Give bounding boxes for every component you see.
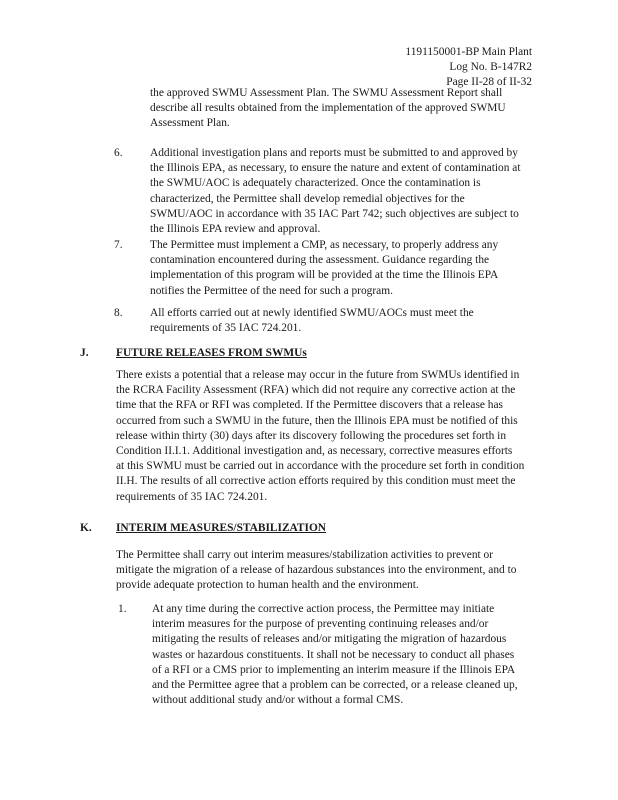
- item-number: 6.: [114, 147, 123, 159]
- text-line: the approved SWMU Assessment Plan. The SWMU Assessment Report shall: [150, 87, 503, 99]
- text-line: of a RFI or a CMS prior to implementing an interim measure if the Illinois EPA: [152, 663, 516, 676]
- text-line: Assessment Plan.: [150, 117, 230, 130]
- text-line: the Illinois EPA, as necessary, to ensure the nature and extent of contamination at: [150, 162, 521, 175]
- text-line: the Illinois EPA review and approval.: [150, 223, 321, 236]
- text-line: At any time during the corrective action process, the Permittee may initiate: [152, 603, 495, 615]
- text-line: The Permittee must implement a CMP, as necessary, to properly address any: [150, 239, 499, 251]
- text-line: occurred from such a SWMU in the future, then the Illinois EPA must be notified of this: [116, 414, 518, 427]
- item-number: 8.: [114, 307, 123, 319]
- text-line: at this SWMU must be carried out in accordance with the procedure set forth in condition: [116, 460, 525, 473]
- section-j-paragraph: [116, 368, 524, 505]
- header-log-number: Log No. B-147R2: [449, 61, 532, 73]
- section-k-paragraph: [116, 548, 516, 594]
- text-line: the RCRA Facility Assessment (RFA) which did not require any corrective action at the: [116, 384, 516, 397]
- header-facility-id: 1191150001-BP Main Plant: [405, 46, 532, 58]
- page-header: [405, 45, 532, 90]
- continuation-paragraph: [150, 86, 506, 132]
- text-line: Additional investigation plans and reports must be submitted to and approved by: [150, 147, 518, 159]
- section-j-title: FUTURE RELEASES FROM SWMUs: [116, 347, 307, 359]
- item-7-paragraph: [150, 238, 498, 299]
- text-line: mitigate the migration of a release of hazardous substances into the environment, and to: [116, 564, 517, 577]
- text-line: describe all results obtained from the implementation of the approved SWMU: [150, 102, 506, 115]
- text-line: implementation of this program will be provided at the time the Illinois EPA: [150, 269, 499, 282]
- text-line: mitigating the results of releases and/or mitigating the migration of hazardous: [152, 633, 507, 646]
- text-line: requirements of 35 IAC 724.201.: [116, 490, 268, 503]
- text-line: interim measures for the purpose of preventing continuing releases and/or: [152, 618, 489, 631]
- section-j-letter: J.: [80, 347, 89, 359]
- section-k-item-1-paragraph: [152, 602, 518, 708]
- item-number: 1.: [118, 603, 127, 615]
- section-k-letter: K.: [80, 522, 92, 534]
- section-k-title: INTERIM MEASURES/STABILIZATION: [116, 522, 327, 534]
- item-8-paragraph: [150, 306, 474, 336]
- text-line: without additional study and/or without a formal CMS.: [152, 694, 404, 707]
- header-page-number: Page II-28 of II-32: [446, 76, 532, 88]
- text-line: II.H. The results of all corrective action efforts required by this condition must meet the: [116, 475, 516, 488]
- text-line: the SWMU/AOC is adequately characterized. Once the contamination is: [150, 177, 481, 190]
- item-6-paragraph: [150, 146, 521, 237]
- text-line: release within thirty (30) days after its discovery following the procedures set forth in: [116, 429, 507, 442]
- text-line: wastes or hazardous constituents. It shall not be necessary to conduct all phases: [152, 648, 515, 661]
- text-line: requirements of 35 IAC 724.201.: [150, 322, 302, 335]
- text-line: The Permittee shall carry out interim measures/stabilization activities to prevent or: [116, 549, 494, 561]
- text-line: contamination encountered during the assessment. Guidance regarding the: [150, 254, 490, 267]
- text-line: and the Permittee agree that a problem can be corrected, or a release cleaned up,: [152, 679, 518, 692]
- text-line: All efforts carried out at newly identified SWMU/AOCs must meet the: [150, 307, 474, 319]
- text-line: SWMU/AOC in accordance with 35 IAC Part 742; such objectives are subject to: [150, 207, 519, 220]
- text-line: Condition II.I.1. Additional investigation and, as necessary, corrective measures efforts: [116, 445, 513, 458]
- text-line: notifies the Permittee of the need for such a program.: [150, 284, 393, 297]
- text-line: There exists a potential that a release may occur in the future from SWMUs identified in: [116, 369, 520, 381]
- item-number: 7.: [114, 239, 123, 251]
- text-line: characterized, the Permittee shall develop remedial objectives for the: [150, 192, 465, 205]
- text-line: time that the RFA or RFI was completed. If the Permittee discovers that a release has: [116, 399, 503, 412]
- text-line: provide adequate protection to human health and the environment.: [116, 579, 419, 592]
